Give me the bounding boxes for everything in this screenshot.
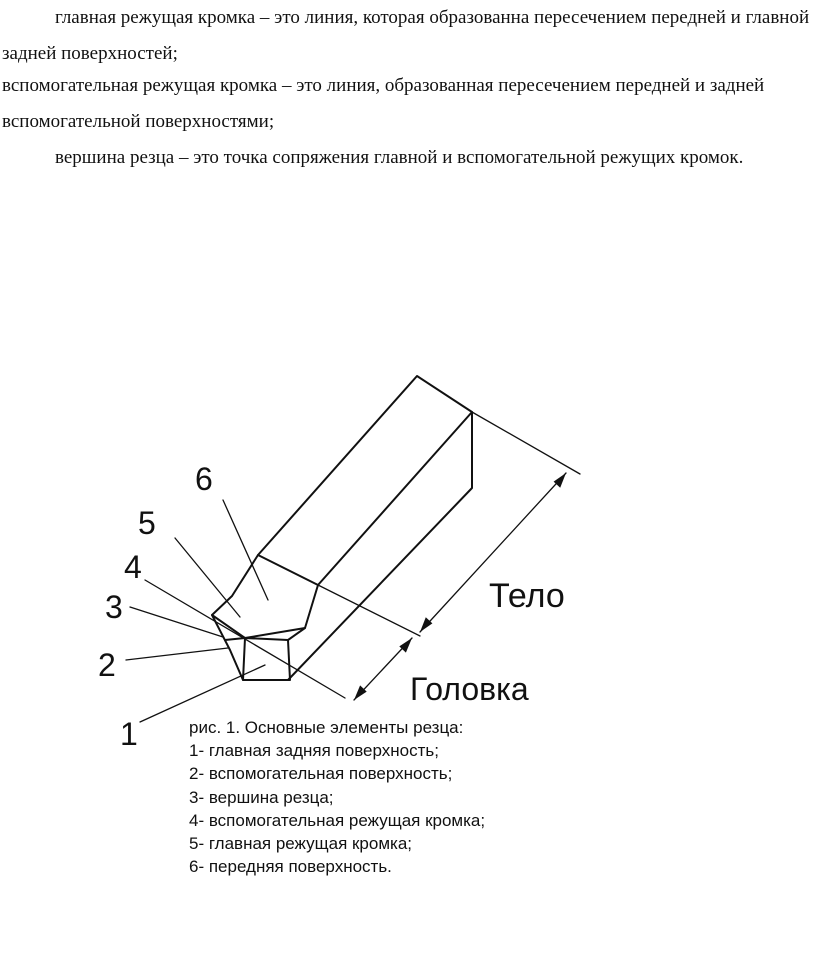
caption-item-4: 4- вспомогательная режущая кромка; xyxy=(189,810,486,830)
paragraph-main-cutting-edge: главная режущая кромка – это линия, которая образованна пересечением передней и главной задней поверхностей; xyxy=(2,7,810,64)
leader-line-5 xyxy=(175,538,240,617)
main-flank-outline xyxy=(243,638,290,680)
figure-caption xyxy=(189,716,609,878)
shank-edge xyxy=(318,412,472,585)
caption-item-5: 5- главная режущая кромка; xyxy=(189,834,413,854)
aux-edge xyxy=(225,638,245,640)
label-6: 6 xyxy=(195,461,213,497)
paragraph-tool-tip: вершина резца – это точка сопряжения главной и вспомогательной режущих кромок. xyxy=(55,147,744,168)
front-face-outline xyxy=(212,555,318,638)
caption-item-2: 2- вспомогательная поверхность; xyxy=(189,764,453,784)
arrow-body-top xyxy=(554,473,566,488)
caption-item-3: 3- вершина резца; xyxy=(189,787,334,807)
paragraph-auxiliary-cutting-edge: вспомогательная режущая кромка – это линия, образованная пересечением передней и задней вспомогательной поверхностями; xyxy=(2,75,765,132)
extension-line-top xyxy=(472,412,580,474)
caption-item-6: 6- передняя поверхность. xyxy=(189,857,392,877)
leader-line-2 xyxy=(126,648,228,660)
label-1: 1 xyxy=(120,716,138,752)
caption-item-1: 1- главная задняя поверхность; xyxy=(189,741,439,761)
label-5: 5 xyxy=(138,505,156,541)
label-2: 2 xyxy=(98,647,116,683)
label-3: 3 xyxy=(105,589,123,625)
caption-title: рис. 1. Основные элементы резца: xyxy=(189,718,464,737)
label-head: Головка xyxy=(410,671,529,707)
arrow-body-bottom xyxy=(420,617,432,632)
extension-line-middle xyxy=(318,585,420,636)
label-4: 4 xyxy=(124,549,142,585)
leader-line-3 xyxy=(130,607,223,637)
shank-outline xyxy=(258,376,472,680)
leader-line-1 xyxy=(140,665,265,722)
label-body: Тело xyxy=(489,577,565,615)
